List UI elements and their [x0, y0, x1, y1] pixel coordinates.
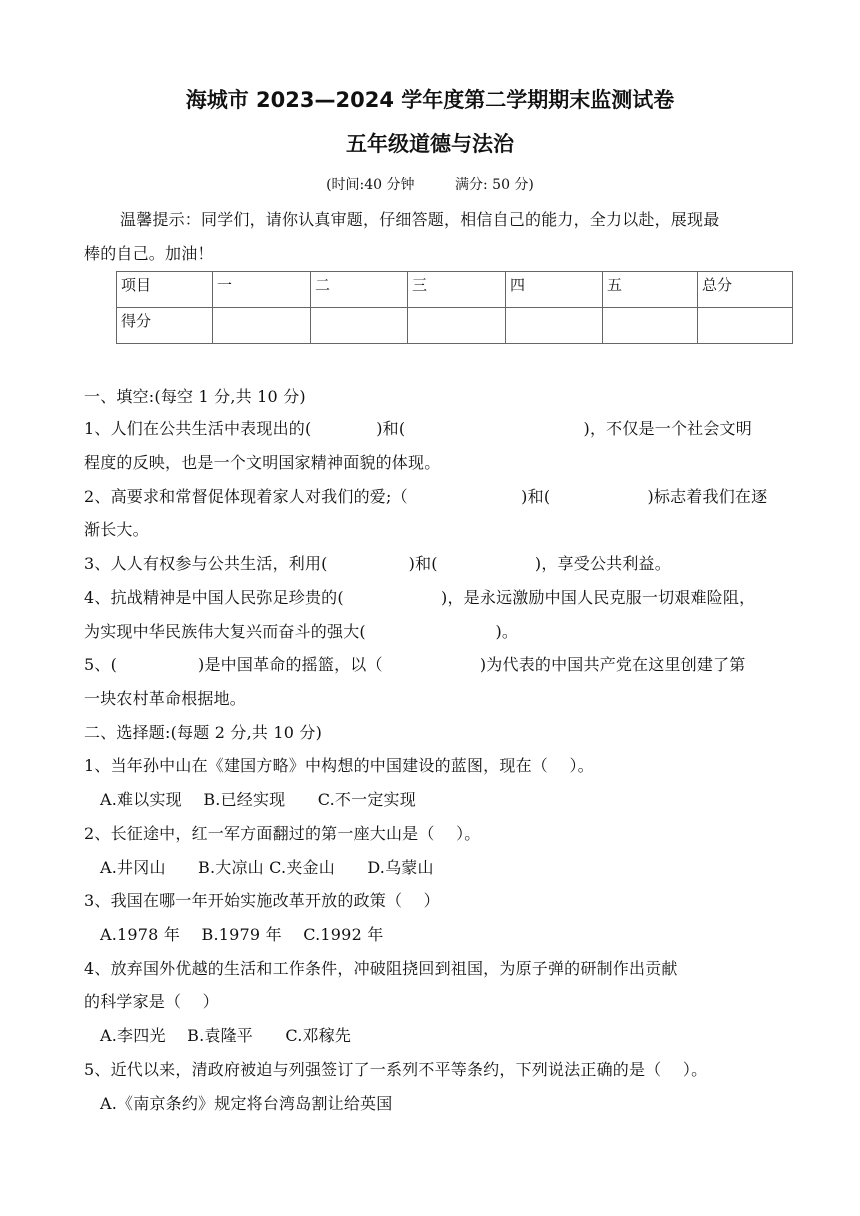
score-header-cell: 三: [408, 272, 506, 308]
tip-line-1: 温馨提示：同学们，请你认真审题，仔细答题，相信自己的能力，全力以赴，展现最: [120, 210, 720, 229]
question-2-5-option-a: A.《南京条约》规定将台湾岛割让给英国: [100, 1094, 393, 1113]
question-2-4-cont: 的科学家是（ ）: [84, 992, 219, 1011]
score-cell[interactable]: [603, 308, 698, 344]
question-1-2: 2、高要求和常督促体现着家人对我们的爱;（ )和( )标志着我们在逐: [84, 487, 768, 506]
question-2-3: 3、我国在哪一年开始实施改革开放的政策（ ）: [84, 891, 440, 910]
exam-full-score: 满分: 50 分): [455, 177, 534, 193]
question-2-4-options: A.李四光 B.袁隆平 C.邓稼先: [100, 1026, 352, 1045]
question-2-1-options: A.难以实现 B.已经实现 C.不一定实现: [100, 790, 416, 809]
score-cell[interactable]: [311, 308, 408, 344]
score-table-score-row: [117, 308, 793, 344]
score-cell[interactable]: [506, 308, 603, 344]
score-cell[interactable]: [213, 308, 311, 344]
score-header-cell: 四: [506, 272, 603, 308]
question-2-2-options: A.井冈山 B.大凉山 C.夹金山 D.乌蒙山: [100, 858, 434, 877]
score-table-header-row: [117, 272, 793, 308]
exam-time: (时间:40 分钟: [326, 177, 415, 193]
question-1-4-cont: 为实现中华民族伟大复兴而奋斗的强大( )。: [84, 622, 519, 641]
question-2-3-options: A.1978 年 B.1979 年 C.1992 年: [100, 925, 384, 944]
question-1-5: 5、( )是中国革命的摇篮，以（ )为代表的中国共产党在这里创建了第: [84, 655, 746, 674]
question-2-2: 2、长征途中，红一军方面翻过的第一座大山是（ ）。: [84, 824, 481, 843]
exam-title: 海城市 2023—2024 学年度第二学期期末监测试卷: [185, 88, 675, 112]
tip-line-2: 棒的自己。加油！: [84, 244, 214, 263]
score-cell[interactable]: [698, 308, 793, 344]
exam-subject: 五年级道德与法治: [346, 132, 514, 156]
question-2-1: 1、当年孙中山在《建国方略》中构想的中国建设的蓝图，现在（ ）。: [84, 756, 594, 775]
question-1-4: 4、抗战精神是中国人民弥足珍贵的( )，是永远激励中国人民克服一切艰难险阻，: [84, 588, 756, 607]
question-1-1-cont: 程度的反映，也是一个文明国家精神面貌的体现。: [84, 453, 441, 472]
score-header-cell: 总分: [698, 272, 793, 308]
section1-heading: 一、填空:(每空 1 分,共 10 分): [84, 387, 306, 406]
question-1-3: 3、人人有权参与公共生活，利用( )和( )，享受公共利益。: [84, 554, 671, 573]
question-2-4: 4、放弃国外优越的生活和工作条件，冲破阻挠回到祖国，为原子弹的研制作出贡献: [84, 959, 678, 978]
question-1-2-cont: 渐长大。: [84, 520, 149, 539]
exam-meta: [0, 174, 860, 194]
score-header-cell: 项目: [117, 272, 213, 308]
score-header-cell: 二: [311, 272, 408, 308]
score-header-cell: 一: [213, 272, 311, 308]
score-table: [116, 271, 793, 344]
score-header-cell: 五: [603, 272, 698, 308]
section2-heading: 二、选择题:(每题 2 分,共 10 分): [84, 723, 323, 742]
score-cell[interactable]: [408, 308, 506, 344]
question-1-5-cont: 一块农村革命根据地。: [84, 689, 247, 708]
question-1-1: 1、人们在公共生活中表现出的( )和( )，不仅是一个社会文明: [84, 419, 752, 438]
question-2-5: 5、近代以来，清政府被迫与列强签订了一系列不平等条约，下列说法正确的是（ ）。: [84, 1060, 708, 1079]
score-row-label: 得分: [117, 308, 213, 344]
